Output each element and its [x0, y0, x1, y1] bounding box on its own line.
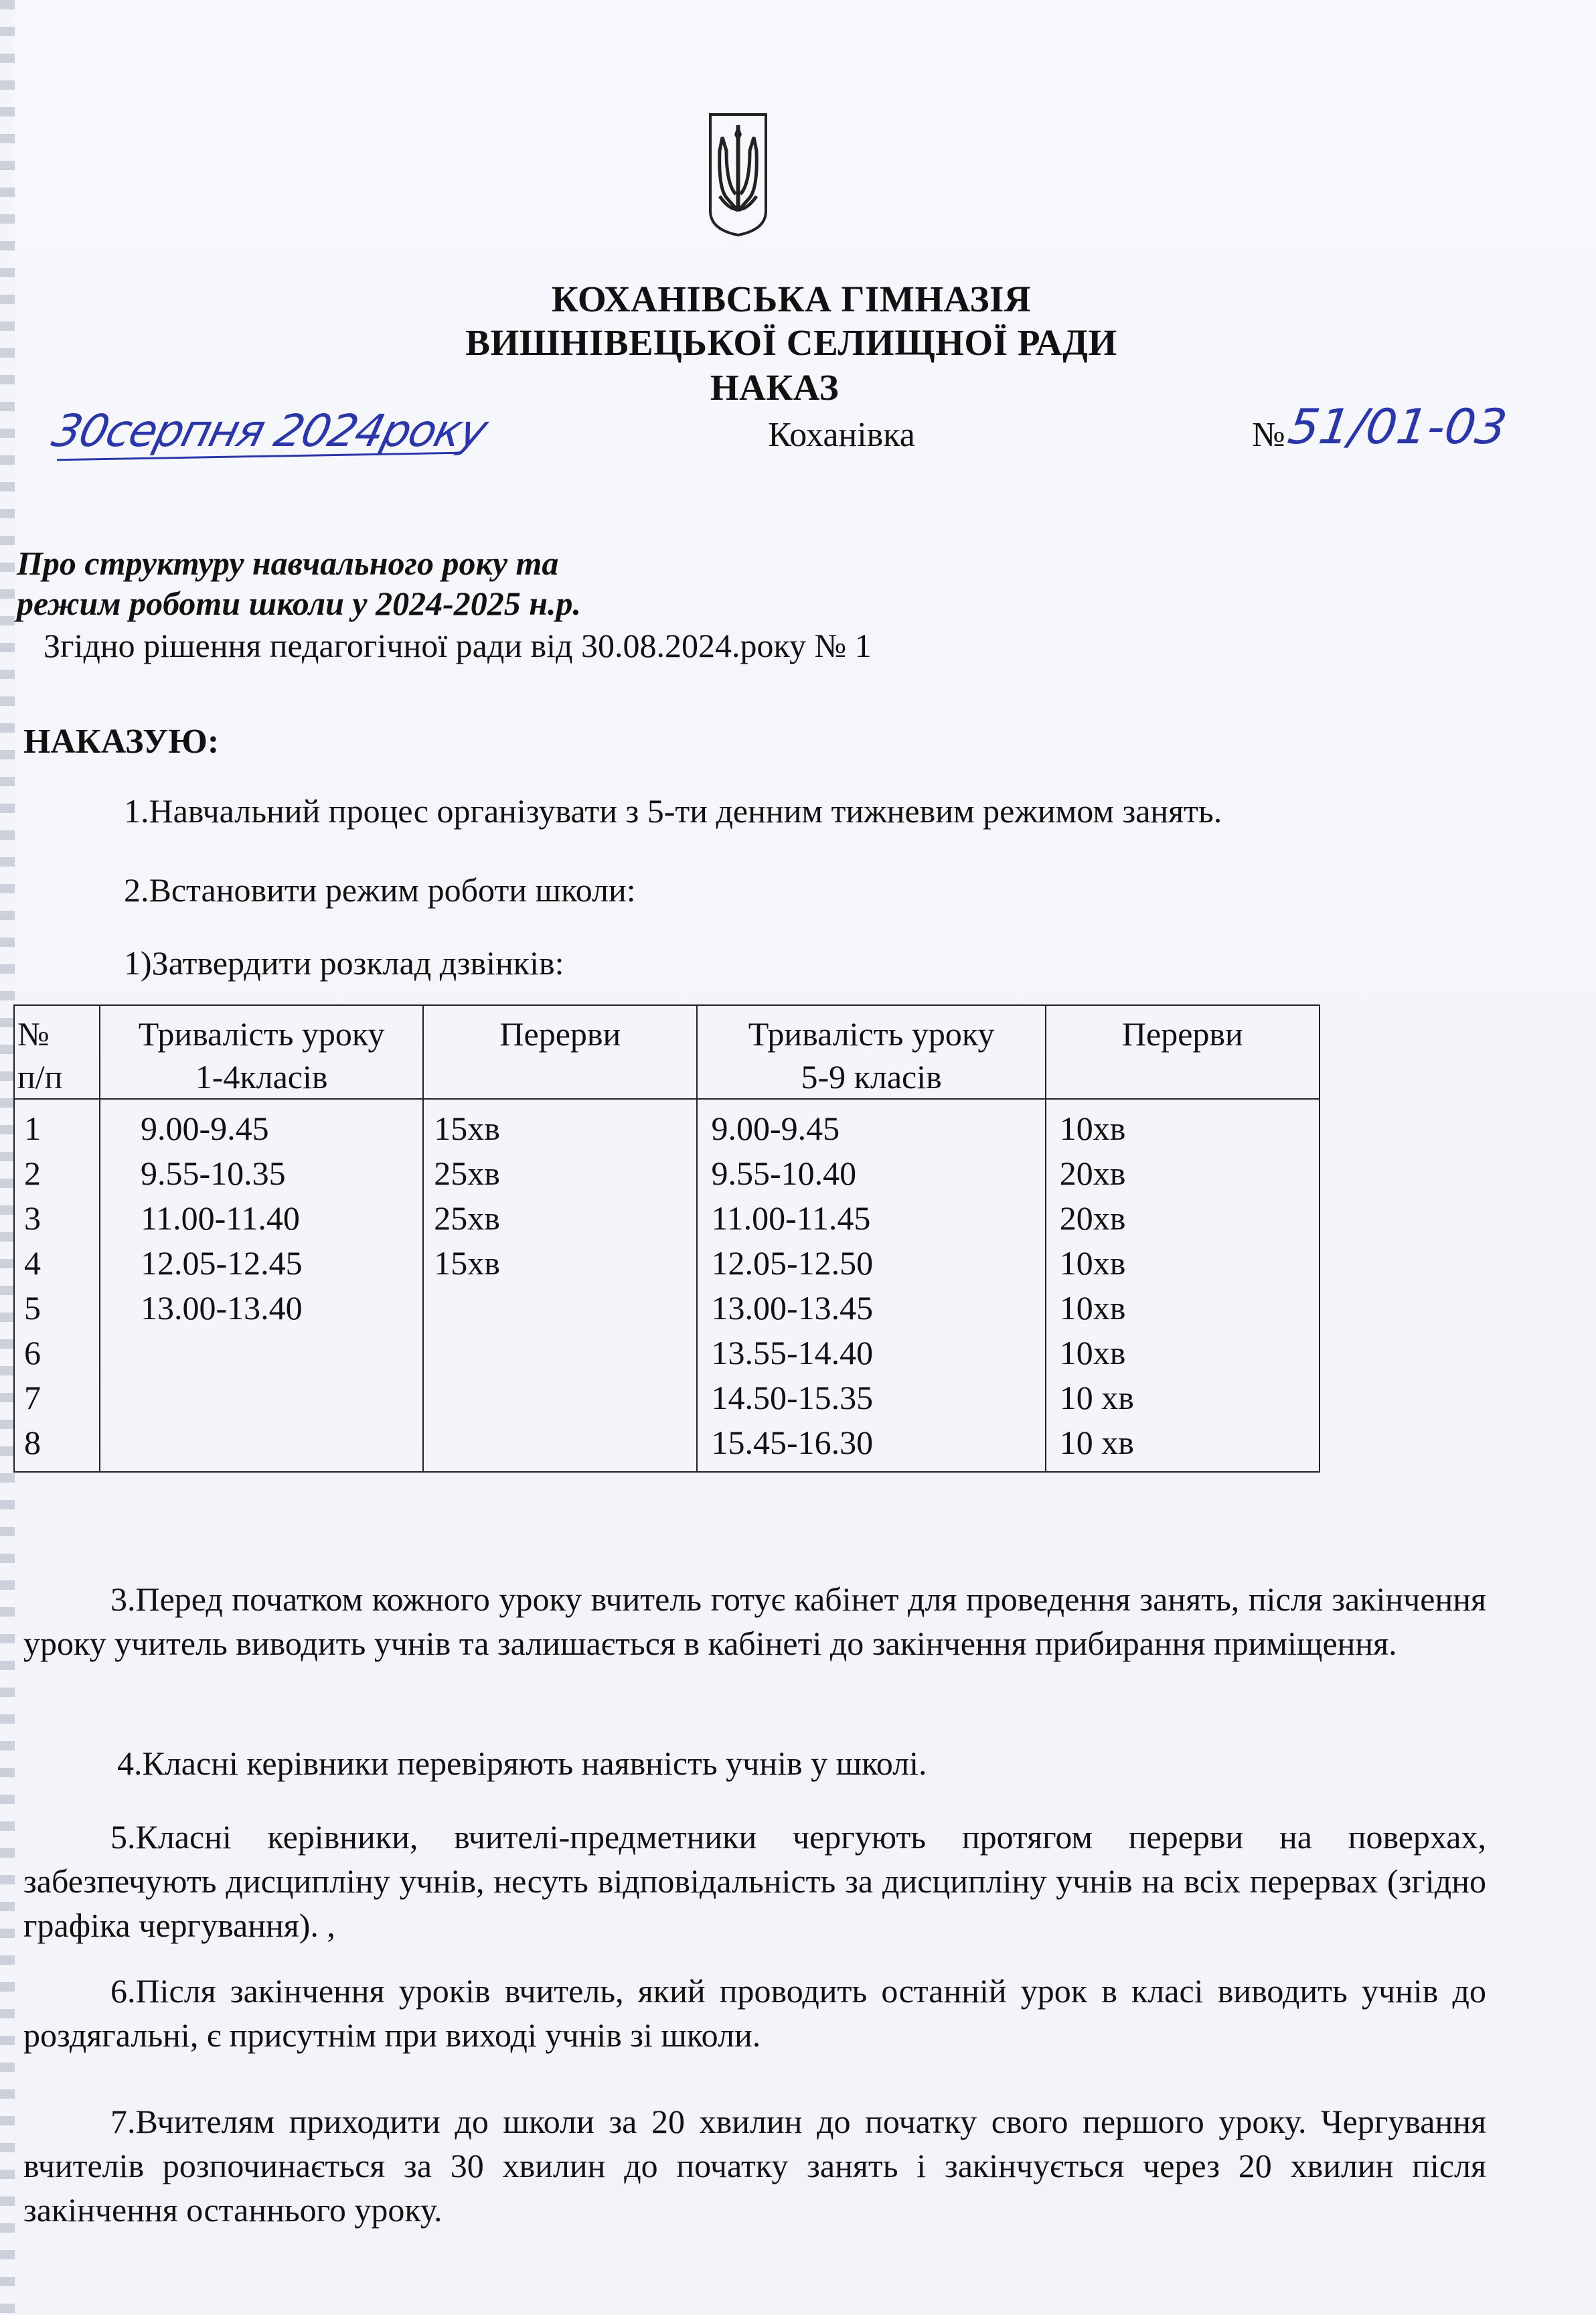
- lesson-time-1-4: 11.00-11.40: [140, 1199, 300, 1237]
- header-duration-1-4-line2: 1-4класів: [195, 1058, 328, 1096]
- lesson-time-1-4: 9.55-10.35: [140, 1154, 286, 1192]
- lesson-number: 2: [24, 1154, 41, 1192]
- break-5-9: 10 хв: [1059, 1424, 1134, 1461]
- handwritten-order-number: 51/01-03: [1285, 398, 1510, 455]
- break-5-9: 10хв: [1059, 1289, 1126, 1327]
- break-1-4: 15хв: [434, 1110, 500, 1147]
- break-5-9: 20хв: [1059, 1199, 1126, 1237]
- handwritten-date: 30серпня 2024року: [47, 405, 492, 457]
- lesson-time-1-4: 12.05-12.45: [140, 1244, 303, 1282]
- table-body-row: [14, 1099, 1320, 1472]
- header-breaks-1-4: [423, 1005, 697, 1099]
- point-5: 5.Класні керівники, вчителі-предметники чергують протягом перерви на поверхах, забезпечують дисципліну учнів, несуть відповідальність за дисципліну учнів на всіх перервах (згідно графіка чергування). ,: [23, 1818, 1486, 1944]
- order-heading: НАКАЗУЮ:: [23, 723, 220, 761]
- council-decision: Згідно рішення педагогічної ради від 30.08.2024.року № 1: [44, 627, 872, 664]
- order-title-line1: Про структуру навчального року та: [17, 544, 559, 582]
- header-number-line1: №: [17, 1015, 50, 1053]
- lesson-number: 3: [24, 1199, 41, 1237]
- school-name-line1: КОХАНІВСЬКА ГІМНАЗІЯ: [551, 279, 1032, 319]
- header-duration-1-4: [100, 1005, 423, 1099]
- breaks-1-4-cell: [423, 1099, 697, 1472]
- lesson-time-5-9: 13.55-14.40: [711, 1334, 874, 1371]
- lesson-number: 1: [24, 1110, 41, 1147]
- lesson-time-5-9: 12.05-12.50: [711, 1244, 874, 1282]
- point-6: 6.Після закінчення уроків вчитель, який проводить останній урок в класі виводить учнів до роздягальні, є присутнім при виході учнів зі школи.: [23, 1972, 1486, 2054]
- break-1-4: 25хв: [434, 1199, 500, 1237]
- lesson-time-1-4: 9.00-9.45: [140, 1110, 269, 1147]
- school-name-line2: ВИШНІВЕЦЬКОЇ СЕЛИЩНОЇ РАДИ: [465, 322, 1117, 363]
- break-5-9: 10 хв: [1059, 1379, 1134, 1416]
- times-1-4-cell: [100, 1099, 423, 1472]
- lesson-number: 5: [24, 1289, 41, 1327]
- lesson-number: 4: [24, 1244, 41, 1282]
- lesson-numbers-cell: [14, 1099, 100, 1472]
- header-duration-5-9-line2: 5-9 класів: [801, 1058, 942, 1096]
- break-5-9: 10хв: [1059, 1334, 1126, 1371]
- times-5-9-cell: [697, 1099, 1045, 1472]
- lesson-time-5-9: 15.45-16.30: [711, 1424, 874, 1461]
- header-breaks-5-9: [1046, 1005, 1320, 1099]
- lesson-number: 6: [24, 1334, 41, 1371]
- point-1: 1.Навчальний процес організувати з 5-ти денним тижневим режимом занять.: [124, 792, 1222, 830]
- header-number-line2: п/п: [17, 1058, 63, 1096]
- break-5-9: 10хв: [1059, 1110, 1126, 1147]
- lesson-time-1-4: 13.00-13.40: [140, 1289, 303, 1327]
- lesson-time-5-9: 14.50-15.35: [711, 1379, 874, 1416]
- document-type: НАКАЗ: [710, 367, 840, 408]
- lesson-time-5-9: 11.00-11.45: [711, 1199, 871, 1237]
- bell-schedule-table: [13, 1004, 1320, 1473]
- lesson-number: 8: [24, 1424, 41, 1461]
- point-2: 2.Встановити режим роботи школи:: [124, 871, 636, 909]
- header-breaks-1-4-text: Перерви: [499, 1015, 621, 1053]
- lesson-time-5-9: 13.00-13.45: [711, 1289, 874, 1327]
- lesson-number: 7: [24, 1379, 41, 1416]
- lesson-time-5-9: 9.55-10.40: [711, 1154, 857, 1192]
- header-duration-5-9: [697, 1005, 1045, 1099]
- header-number: [14, 1005, 100, 1099]
- break-1-4: 15хв: [434, 1244, 500, 1282]
- number-label: №: [1252, 416, 1285, 454]
- header-breaks-5-9-text: Перерви: [1121, 1015, 1243, 1053]
- order-title-line2: режим роботи школи у 2024-2025 н.р.: [17, 585, 582, 622]
- trident-emblem-icon: [706, 110, 770, 238]
- point-3: 3.Перед початком кожного уроку вчитель готує кабінет для проведення занять, після закінчення уроку учитель виводить учнів та залишається в кабінеті до закінчення прибирання приміщення.: [23, 1580, 1486, 1662]
- break-1-4: 25хв: [434, 1154, 500, 1192]
- table-header-row: [14, 1005, 1320, 1099]
- lesson-time-5-9: 9.00-9.45: [711, 1110, 840, 1147]
- point-4: 4.Класні керівники перевіряють наявність учнів у школі.: [117, 1744, 927, 1782]
- break-5-9: 10хв: [1059, 1244, 1126, 1282]
- point-7: 7.Вчителям приходити до школи за 20 хвилин до початку свого першого уроку. Чергування вчителів розпочинається за 30 хвилин до початку занять і закінчується через 20 хвилин після закінчення останнього уроку.: [23, 2103, 1486, 2229]
- city-name: Коханівка: [768, 416, 915, 454]
- point-2-1: 1)Затвердити розклад дзвінків:: [124, 944, 564, 982]
- break-5-9: 20хв: [1059, 1154, 1126, 1192]
- header-duration-5-9-line1: Тривалість уроку: [748, 1015, 995, 1053]
- breaks-5-9-cell: [1046, 1099, 1320, 1472]
- header-duration-1-4-line1: Тривалість уроку: [138, 1015, 385, 1053]
